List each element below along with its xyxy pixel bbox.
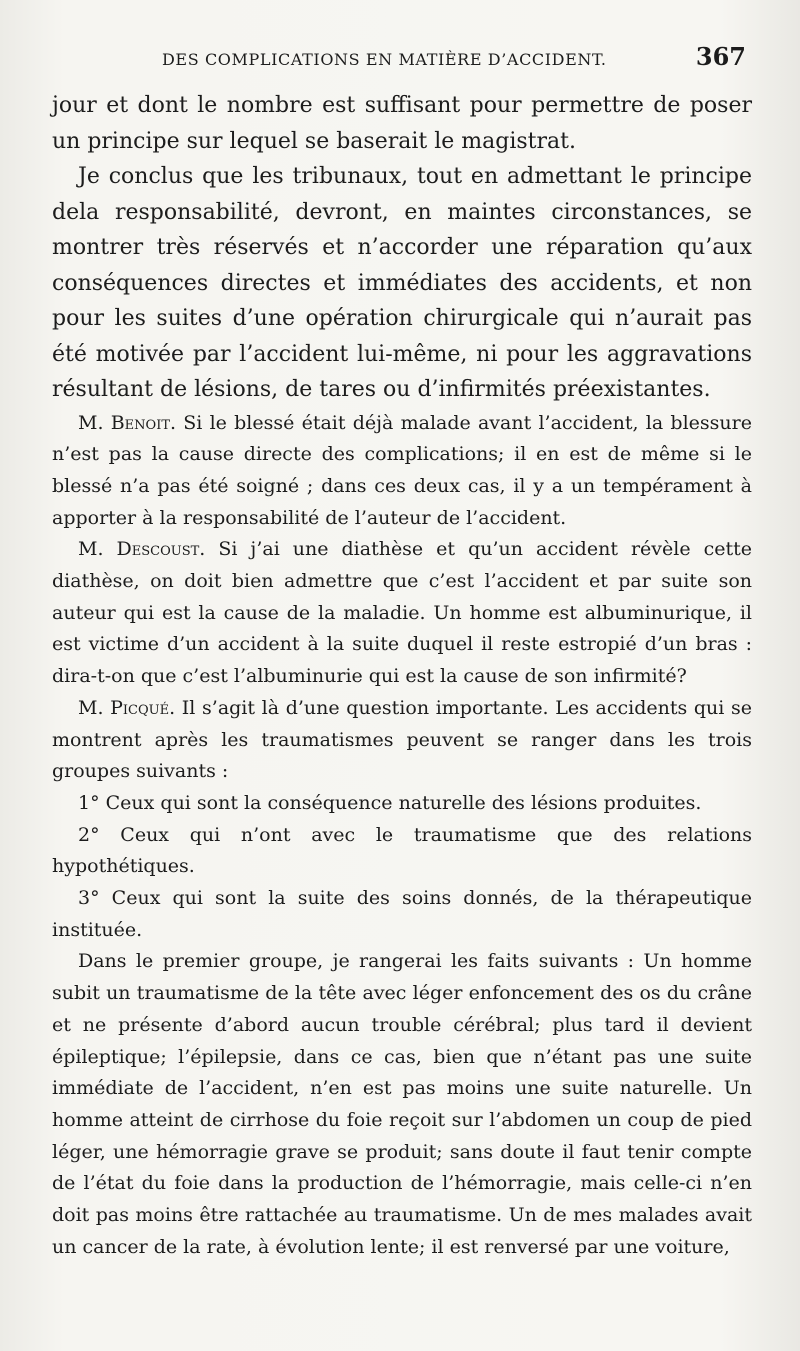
paragraph-descoust (52, 534, 752, 693)
speaker-name: Benoit. (110, 411, 177, 434)
speaker-prefix: M. (78, 411, 111, 434)
list-item-group-1: 1° Ceux qui sont la conséquence naturelle des lésions produites. (78, 791, 702, 814)
paragraph-first-group: Dans le premier groupe, je rangerai les faits suivants : Un homme subit un traumatisme de la tête avec léger enfoncement des os du crâne et ne présente d’abord aucun trouble cérébral; plus tard il devient épileptique; l’épilepsie, dans ce cas, bien que n’étant pas une suite immédiate de l’accident, n’en est pas moins une suite naturelle. Un homme atteint de cirrhose du foie reçoit sur l’abdomen un coup de pied léger, une hémorragie grave se produit; sans doute il faut tenir compte de l’état du foie dans la production de l’hémorragie, mais celle-ci n’en doit pas moins être rattachée au traumatisme. Un de mes malades avait un cancer de la rate, à évolution lente; il est renversé par une voiture, (52, 950, 752, 1258)
paragraph-picque (52, 693, 752, 788)
list-item-group-3: 3° Ceux qui sont la suite des soins donnés, de la thérapeutique instituée. (52, 887, 752, 941)
speaker-name: Picqué. (110, 696, 176, 719)
paragraph-text: Si j’ai une diathèse et qu’un accident révèle cette diathèse, on doit bien admettre que c’est l’accident et par suite son auteur qui est la cause de la maladie. Un homme est albuminurique, il est victime d’un accident à la suite duquel il reste estropié d’un bras : dira-t-on que c’est l’albuminurie qui est la cause de son infirmité? (52, 538, 752, 688)
running-head: DES COMPLICATIONS EN MATIÈRE D’ACCIDENT. (162, 50, 607, 69)
paragraph-conclusion: Je conclus que les tribunaux, tout en admettant le principe dela responsabilité, devront, en maintes circonstances, se montrer très réservés et n’accorder une réparation qu’aux conséquences directes et immédiates des accidents, et non pour les suites d’une opération chirurgicale qui n’aurait pas été motivée par l’accident lui-même, ni pour les aggravations résultant de lésions, de tares ou d’infirmités préexistantes. (52, 164, 752, 402)
speaker-name: Descoust. (116, 538, 206, 561)
paragraph-benoit (52, 408, 752, 535)
paragraph-text: Si le blessé était déjà malade avant l’accident, la blessure n’est pas la cause directe des complications; il en est de même si le blessé n’a pas été soigné ; dans ces deux cas, il y a un tempérament à apporter à la responsabilité de l’auteur de l’accident. (52, 411, 752, 529)
paragraph-continuation: jour et dont le nombre est suffisant pour permettre de poser un principe sur lequel se baserait le magistrat. (52, 93, 752, 154)
body-text (52, 88, 752, 1263)
speaker-prefix: M. (78, 696, 111, 719)
page-header (52, 42, 752, 88)
list-item-group-2: 2° Ceux qui n’ont avec le traumatisme que des relations hypothétiques. (52, 823, 752, 878)
speaker-prefix: M. (78, 538, 117, 561)
page-number: 367 (695, 42, 746, 71)
paragraph-text: Il s’agit là d’une question importante. Les accidents qui se montrent après les traumatismes peuvent se ranger dans les trois groupes suivants : (52, 696, 752, 783)
